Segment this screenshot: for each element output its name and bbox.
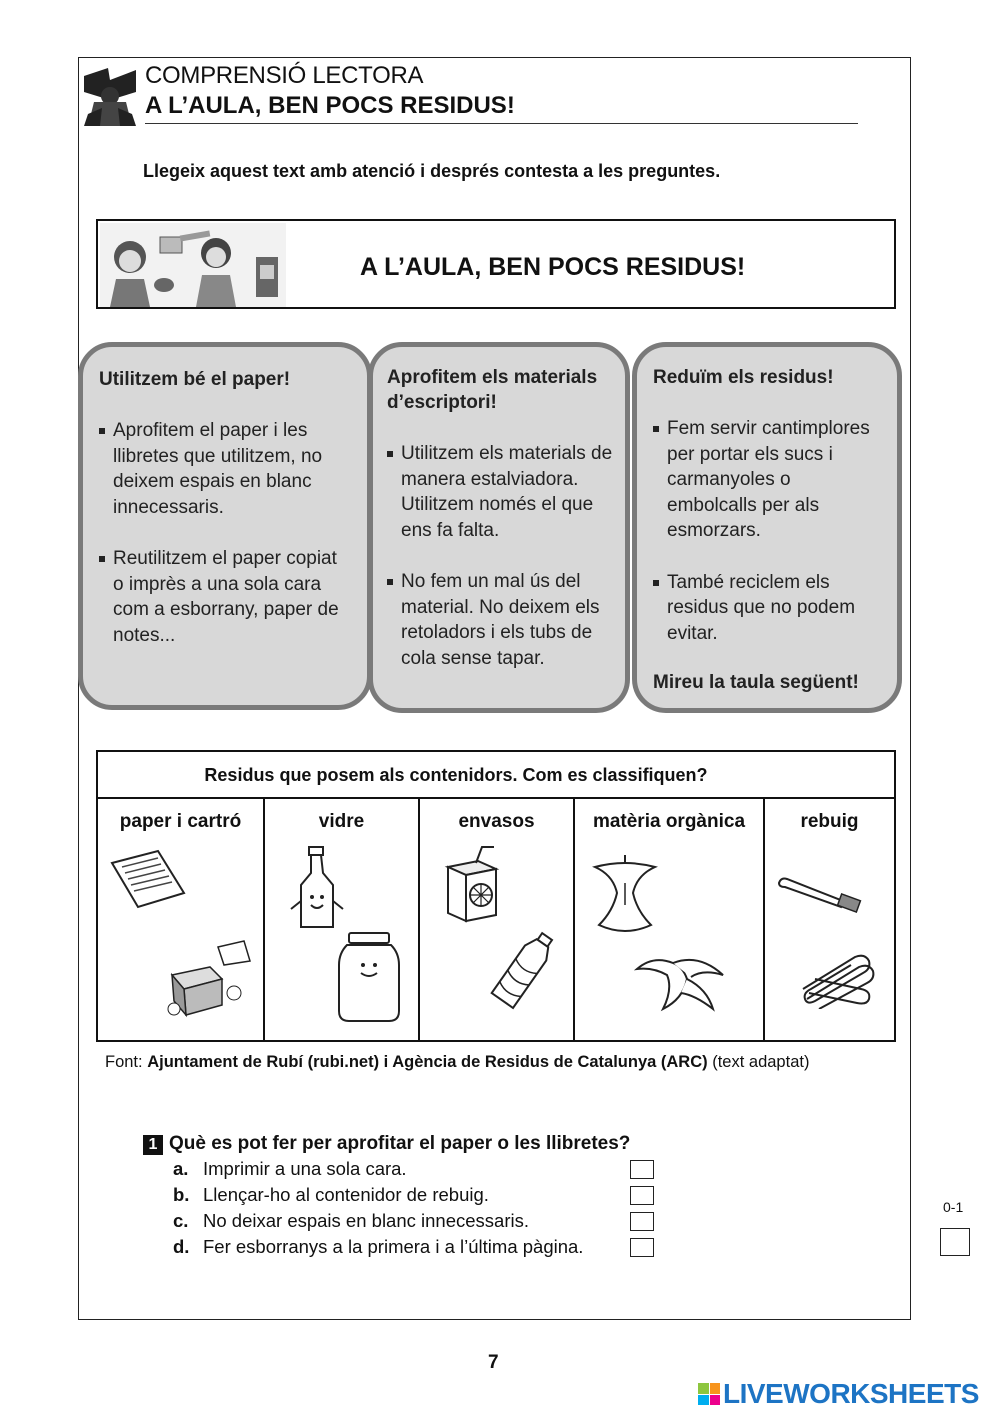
cardboard-boxes-icon	[164, 939, 254, 1019]
column-header: vidre	[318, 811, 365, 832]
column-organic	[575, 799, 765, 1040]
box-materials	[368, 342, 630, 713]
liveworksheets-logo-icon	[698, 1383, 720, 1405]
score-box[interactable]	[940, 1228, 970, 1256]
column-header: matèria orgànica	[592, 811, 746, 832]
column-header: paper i cartró	[119, 811, 242, 832]
column-header: rebuig	[800, 811, 859, 832]
option-a	[173, 1158, 407, 1180]
watermark-text: LIVEWORKSHEETS	[723, 1378, 979, 1409]
glass-jar-icon	[335, 931, 403, 1023]
option-b	[173, 1184, 489, 1206]
box-materials-item-1: Utilitzem els materials de manera estalviadora. Utilitzem només el que ens fa falta.	[387, 441, 613, 543]
plastic-bottle-icon	[490, 929, 556, 1013]
column-header: envasos	[458, 811, 535, 832]
box-paper	[78, 342, 372, 710]
option-text: Llençar-ho al contenidor de rebuig.	[203, 1184, 489, 1205]
liveworksheets-watermark	[698, 1379, 979, 1409]
table-title: Residus que posem als contenidors. Com es classifiquen?	[98, 752, 894, 799]
box-materials-item-2: No fem un mal ús del material. No deixem els retoladors i els tubs de cola sense tapar.	[387, 569, 613, 671]
box-waste-title: Reduïm els residus!	[653, 367, 834, 388]
apple-core-icon	[585, 853, 665, 939]
banner-title: A L’AULA, BEN POCS RESIDUS!	[360, 253, 746, 281]
paper-clips-icon	[795, 949, 881, 1009]
children-recycling-illustration	[100, 223, 286, 307]
option-text: Imprimir a una sola cara.	[203, 1158, 407, 1179]
header-title: A L’AULA, BEN POCS RESIDUS!	[145, 92, 515, 119]
checkbox-option-a[interactable]	[630, 1160, 654, 1179]
paper-sheet-icon	[108, 849, 188, 909]
box-paper-item-2: Reutilitzem el paper copiat o imprès a una sola cara com a esborrany, paper de notes...	[99, 546, 351, 648]
source-prefix: Font:	[105, 1053, 148, 1071]
reading-child-icon	[80, 62, 140, 128]
option-letter: b.	[173, 1184, 190, 1205]
option-text: No deixar espais en blanc innecessaris.	[203, 1210, 529, 1231]
header-subject: COMPRENSIÓ LECTORA	[145, 62, 424, 89]
header-rule	[145, 123, 858, 124]
question-text: Què es pot fer per aprofitar el paper o les llibretes?	[169, 1133, 631, 1154]
box-paper-item-1: Aprofitem el paper i les llibretes que utilitzem, no deixem espais en blanc innecessaris.	[99, 418, 351, 520]
page-number: 7	[488, 1352, 499, 1373]
column-rubbish	[765, 799, 894, 1040]
option-letter: c.	[173, 1210, 189, 1231]
option-letter: d.	[173, 1236, 190, 1257]
option-d	[173, 1236, 583, 1258]
box-waste-item-2: També reciclem els residus que no podem evitar.	[653, 570, 883, 647]
source-suffix: (text adaptat)	[707, 1053, 810, 1071]
toothbrush-icon	[777, 875, 863, 915]
box-materials-title: Aprofitem els materials d’escriptori!	[387, 367, 598, 413]
option-letter: a.	[173, 1158, 189, 1179]
checkbox-option-c[interactable]	[630, 1212, 654, 1231]
source-bold: Ajuntament de Rubí (rubi.net) i Agència de Residus de Catalunya (ARC)	[147, 1053, 708, 1071]
banana-peel-icon	[633, 949, 729, 1015]
box-waste-footer: Mireu la taula següent!	[653, 672, 859, 693]
waste-table	[96, 750, 896, 1042]
column-packaging	[420, 799, 575, 1040]
question-number-badge: 1	[143, 1135, 163, 1155]
box-waste-item-1: Fem servir cantimplores per portar els sucs i carmanyoles o embolcalls per als esmorzars.	[653, 416, 883, 544]
column-paper	[98, 799, 265, 1040]
juice-carton-icon	[442, 845, 506, 925]
checkbox-option-b[interactable]	[630, 1186, 654, 1205]
instructions: Llegeix aquest text amb atenció i després contesta a les preguntes.	[143, 161, 721, 181]
source-note	[105, 1053, 809, 1072]
box-paper-title: Utilitzem bé el paper!	[99, 369, 291, 390]
option-text: Fer esborranys a la primera i a l’última pàgina.	[203, 1236, 584, 1257]
glass-bottle-icon	[287, 845, 347, 933]
score-label: 0-1	[943, 1199, 964, 1215]
title-banner	[96, 219, 896, 309]
checkbox-option-d[interactable]	[630, 1238, 654, 1257]
column-glass	[265, 799, 420, 1040]
option-c	[173, 1210, 529, 1232]
box-waste	[632, 342, 902, 713]
question-1	[143, 1133, 630, 1155]
